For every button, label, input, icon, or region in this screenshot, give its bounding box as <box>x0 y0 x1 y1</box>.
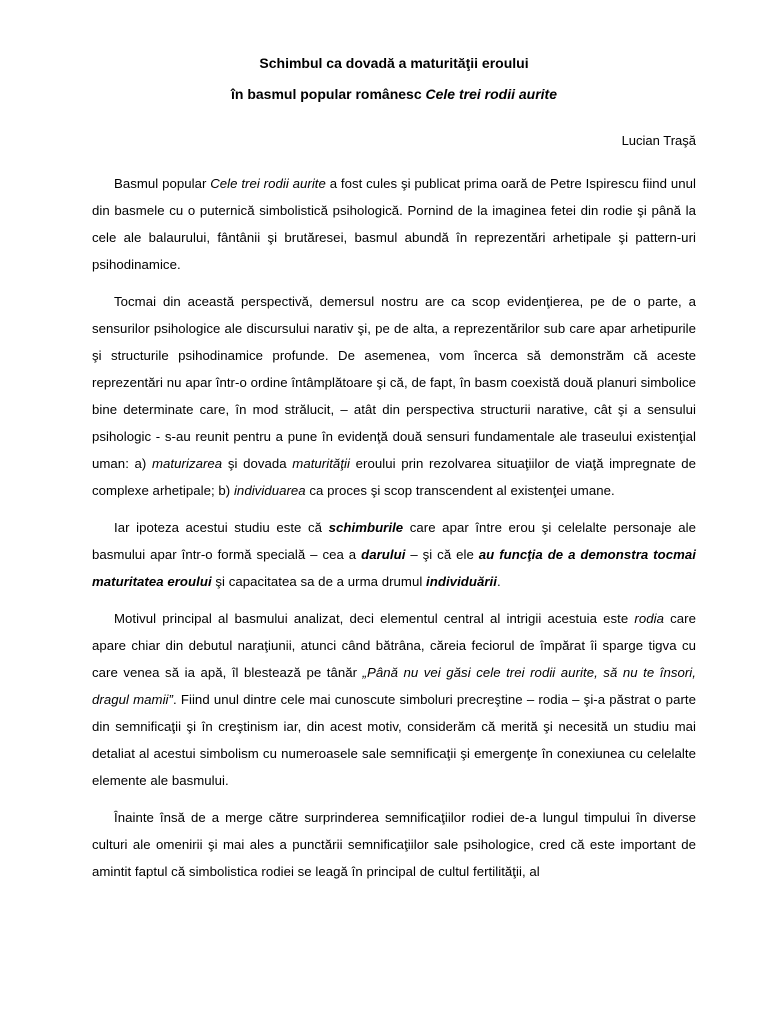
p3-bolditalic-h: individuării <box>426 574 497 589</box>
paragraph-2 <box>92 288 696 504</box>
p3-bolditalic-d: darului <box>361 547 406 562</box>
p2-italic-b: maturizarea <box>152 456 223 471</box>
p1-text-a: Basmul popular <box>114 176 211 191</box>
p3-bolditalic-b: schimburile <box>328 520 404 535</box>
title-line-2 <box>92 85 696 103</box>
p4-italic-quote: „Până nu vei găsi cele trei rodii aurite, să nu te însori, dragul mamii” <box>92 665 696 707</box>
p3-text-c: care apar între erou şi celelalte personaje ale basmului apar într-o formă specială – cea a <box>92 520 696 562</box>
paragraph-5 <box>92 804 696 885</box>
p2-text-e: eroului prin rezolvarea situaţiilor de viaţă impregnate de complexe arhetipale; b) <box>92 456 696 498</box>
p2-text-a: Tocmai din această perspectivă, demersul nostru are ca scop evidenţierea, pe de o parte, a sensurilor psihologice ale discursului narativ şi, pe de alta, a reprezentărilor sub care apar arhetipurile şi structurile psihodinamice profunde. De asemenea, vom încerca să demonstrăm că aceste reprezentări nu apar într-o ordine întâmplătoare şi că, de fapt, în basm coexistă două planuri simbolice bine determinate care, în mod strălucit, – atât din perspectiva structurii narative, cât şi a sensului psihologic - s-au reunit pentru a pune în evidenţă două sensuri fundamentale ale traseului existenţial uman: a) <box>92 294 696 471</box>
p4-text-e: . Fiind unul dintre cele mai cunoscute simboluri precreştine – rodia – şi-a păstrat o parte din semnificaţii şi în creştinism iar, din acest motiv, considerăm că merită şi necesită un studiu mai detaliat al acestui simbolism cu numeroasele sale semnificaţii şi emergenţe în conexiunea cu celelalte elemente ale basmului. <box>92 692 696 788</box>
p3-text-a: Iar ipoteza acestui studiu este că <box>114 520 329 535</box>
paragraph-3 <box>92 514 696 595</box>
p3-text-g: şi capacitatea sa de a urma drumul <box>211 574 427 589</box>
p4-italic-b: rodia <box>634 611 664 626</box>
p2-italic-d: maturităţii <box>292 456 350 471</box>
p3-text-i: . <box>497 574 501 589</box>
p2-text-c: şi dovada <box>222 456 293 471</box>
paragraph-4 <box>92 605 696 794</box>
title-line-2-italic: Cele trei rodii aurite <box>425 86 557 102</box>
p4-text-a: Motivul principal al basmului analizat, deci elementul central al intrigii acestuia este <box>114 611 635 626</box>
paragraph-1 <box>92 170 696 278</box>
p3-text-e: – şi că ele <box>405 547 479 562</box>
p3-bolditalic-f: au funcţia de a demonstra tocmai maturitatea eroului <box>92 547 696 589</box>
p5-text-a: Înainte însă de a merge către surprinderea semnificaţiilor rodiei de-a lungul timpului în diverse culturi ale omenirii şi mai ales a punctării semnificaţiilor sale psihologice, cred că este important de amintit faptul că simbolistica rodiei se leagă în principal de cultul fertilităţii, al <box>92 810 696 879</box>
title-line-1: Schimbul ca dovadă a maturităţii eroului <box>259 55 529 71</box>
p1-text-c: a fost cules şi publicat prima oară de Petre Ispirescu fiind unul din basmele cu o puternică simbolistică psihologică. Pornind de la imaginea fetei din rodie şi până la cele ale balaurului, fântânii şi brutăresei, basmul abundă în reprezentări arhetipale şi pattern-uri psihodinamice. <box>92 176 696 272</box>
author-name: Lucian Traşă <box>621 133 696 148</box>
p4-text-c: care apare chiar din debutul naraţiunii, atunci când bătrâna, căreia feciorul de împărat îi sparge tigva cu care venea să ia apă, îl blestează pe tânăr <box>92 611 696 680</box>
p2-italic-f: individuarea <box>233 483 306 498</box>
p2-text-g: ca proces şi scop transcendent al existenţei umane. <box>305 483 615 498</box>
title-line-2-text: în basmul popular românesc <box>231 86 426 102</box>
p1-italic-title: Cele trei rodii aurite <box>210 176 326 191</box>
